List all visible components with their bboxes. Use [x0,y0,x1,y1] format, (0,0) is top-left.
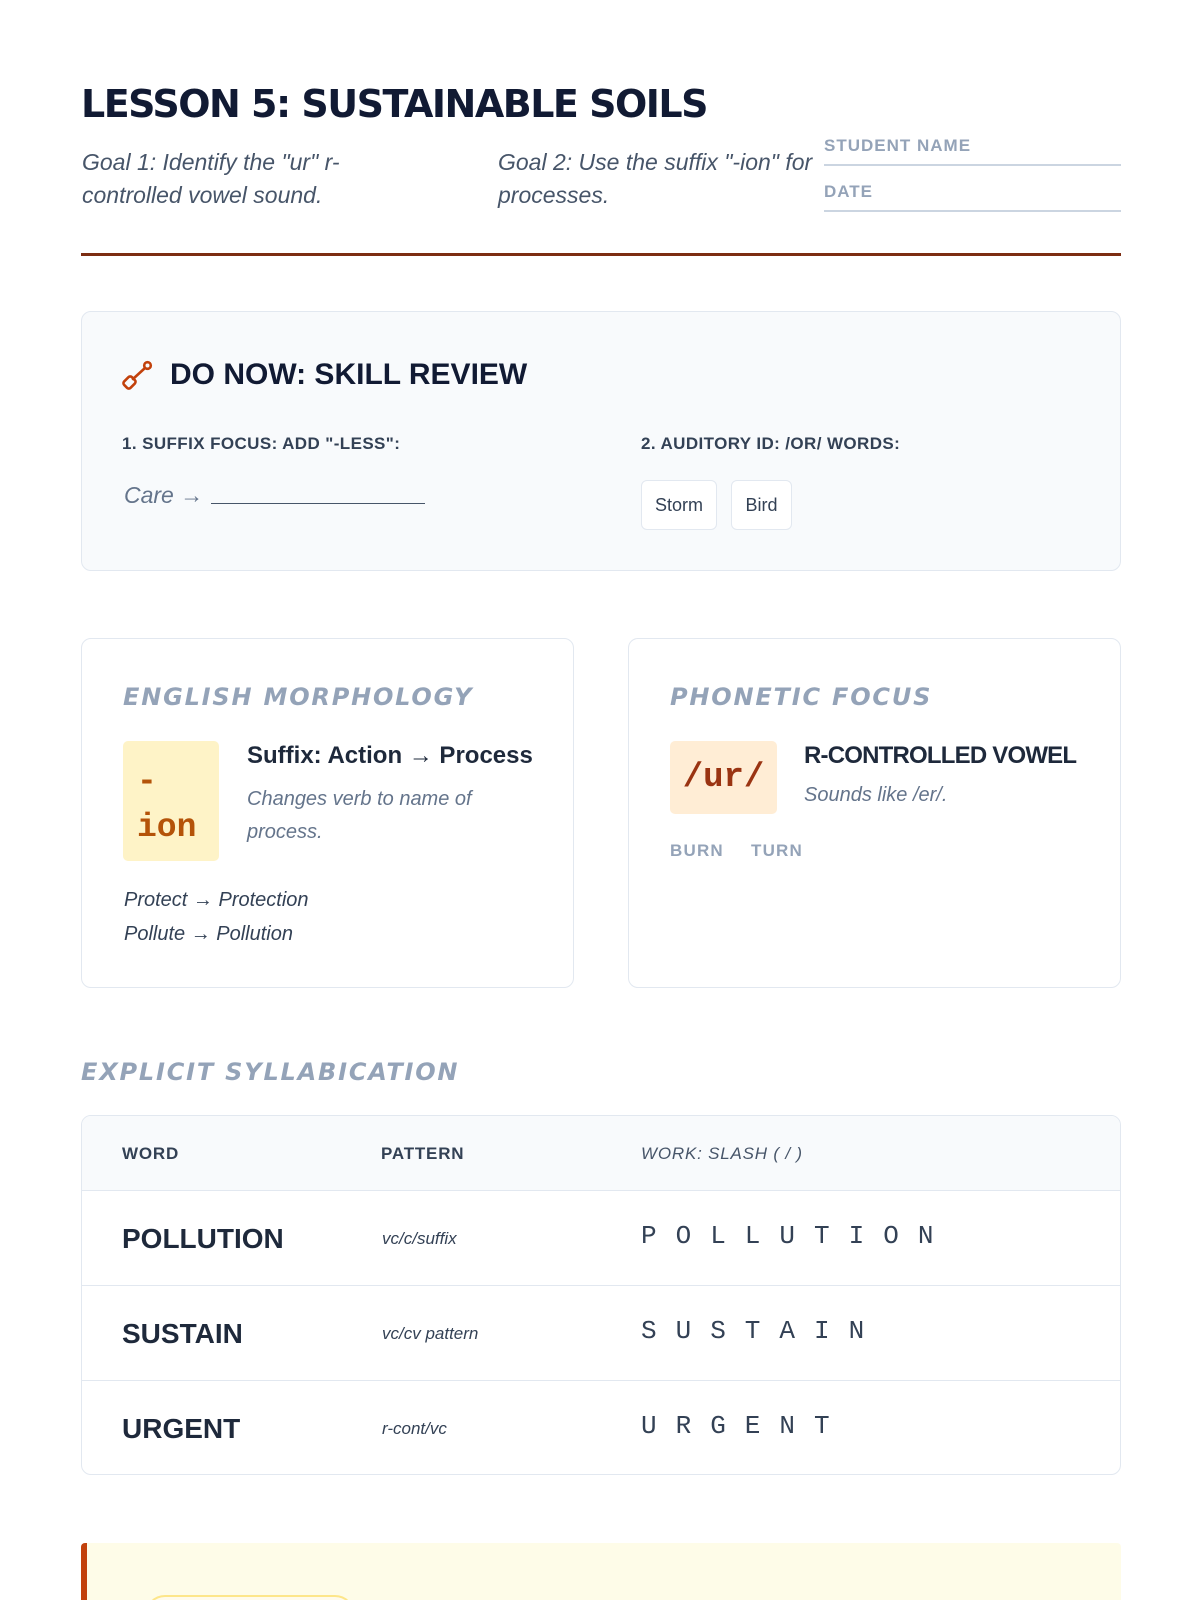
student-name-field[interactable] [824,136,1121,166]
row-pattern: vc/cv pattern [382,1324,479,1343]
goal-2: Goal 2: Use the suffix "-ion" for processes. [498,149,813,208]
student-name-label: STUDENT NAME [824,136,972,155]
next-section-tag [145,1595,355,1600]
row-work-letters[interactable]: POLLUTION [641,1221,953,1251]
shovel-icon [122,360,154,392]
next-section-box [81,1543,1121,1600]
column-header-word: WORD [122,1144,180,1163]
phonetic-card [628,638,1121,988]
morphology-card [81,638,574,988]
row-pattern: r-cont/vc [382,1419,447,1438]
suffix-badge [123,741,219,861]
morphology-subtitle: Suffix: Action → Process [247,742,533,769]
phonetic-subtitle: R-CONTROLLED VOWEL [804,742,1077,769]
suffix-badge-text: ion [137,809,197,846]
column-header-pattern: PATTERN [381,1144,465,1163]
phonetic-word: TURN [751,841,804,860]
column-header-work: WORK: SLASH ( / ) [641,1144,803,1163]
phonetic-word: BURN [670,841,724,860]
do-now-section [81,311,1121,571]
table-row [82,1381,1120,1475]
suffix-question-label: 1. SUFFIX FOCUS: ADD "-LESS": [122,434,401,453]
auditory-question-label: 2. AUDITORY ID: /OR/ WORDS: [641,434,901,453]
sound-badge: /ur/ [670,741,777,814]
goal-1: Goal 1: Identify the "ur" r-controlled vowel sound. [82,149,340,208]
syllabication-heading: EXPLICIT SYLLABICATION [81,1058,460,1086]
phonetic-description: Sounds like /er/. [804,784,948,806]
morphology-description: Changes verb to name of process. [247,788,472,843]
morphology-heading: ENGLISH MORPHOLOGY [123,683,474,711]
row-work-letters[interactable]: SUSTAIN [641,1316,884,1346]
table-header [82,1116,1120,1191]
header-divider [81,253,1121,256]
table-row [82,1286,1120,1381]
date-field[interactable] [824,182,1121,212]
row-work-letters[interactable]: URGENT [641,1411,849,1441]
suffix-prompt: Care → [124,482,204,508]
row-pattern: vc/c/suffix [382,1229,457,1248]
answer-blank[interactable] [211,503,425,504]
morphology-example: Protect → Protection [124,889,309,911]
date-label: DATE [824,182,874,201]
phonetic-heading: PHONETIC FOCUS [670,683,933,711]
morphology-example: Pollute → Pollution [124,923,293,945]
do-now-title: DO NOW: SKILL REVIEW [170,358,528,391]
row-word: URGENT [122,1413,241,1444]
lesson-title: LESSON 5: SUSTAINABLE SOILS [81,82,707,126]
suffix-badge-dash: - [137,763,157,800]
table-row [82,1191,1120,1286]
row-word: POLLUTION [122,1223,284,1254]
word-chip-bird[interactable]: Bird [731,480,792,530]
row-word: SUSTAIN [122,1318,243,1349]
word-chip-storm[interactable]: Storm [641,480,717,530]
syllabication-table [81,1115,1121,1475]
